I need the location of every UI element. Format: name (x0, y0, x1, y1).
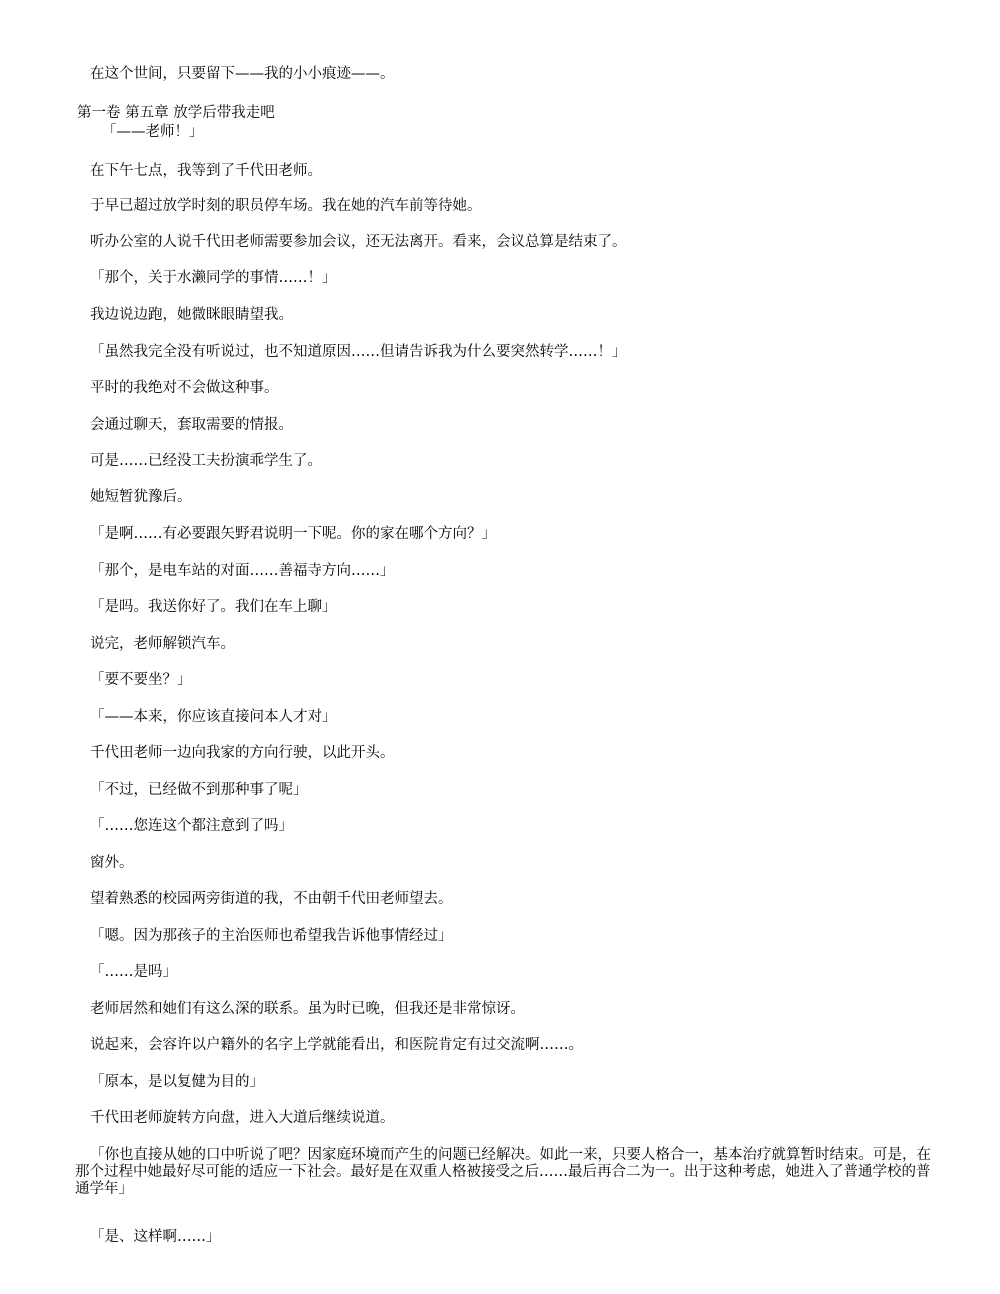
chapter-title: 第一卷 第五章 放学后带我走吧 (77, 105, 275, 121)
paragraph: 「嗯。因为那孩子的主治医师也希望我告诉他事情经过」 (90, 928, 453, 944)
paragraph: 平时的我绝对不会做这种事。 (90, 380, 279, 396)
paragraph: 「那个，是电车站的对面……善福寺方向……」 (90, 563, 395, 579)
paragraph: 说完，老师解锁汽车。 (90, 636, 235, 652)
paragraph: 听办公室的人说千代田老师需要参加会议，还无法离开。看来，会议总算是结束了。 (90, 234, 627, 250)
paragraph: 「原本，是以复健为目的」 (90, 1074, 264, 1090)
paragraph: 「那个，关于水濑同学的事情……！」 (90, 270, 337, 286)
paragraph-multiline: 「你也直接从她的口中听说了吧？因家庭环境而产生的问题已经解决。如此一来，只要人格合一，基本治疗就算暂时结束。可是，在那个过程中她最好尽可能的适应一下社会。最好是在双重人格被接受之后……最后再合二为一。出于这种考虑，她进入了普通学校的普通学年」 (75, 1147, 931, 1197)
paragraph: 老师居然和她们有这么深的联系。虽为时已晚，但我还是非常惊讶。 (90, 1001, 525, 1017)
paragraph: 「——本来，你应该直接问本人才对」 (90, 709, 337, 725)
paragraph: 我边说边跑，她微眯眼睛望我。 (90, 307, 293, 323)
paragraph: 「不过，已经做不到那种事了呢」 (90, 782, 308, 798)
paragraph: 会通过聊天，套取需要的情报。 (90, 417, 293, 433)
paragraph: 「虽然我完全没有听说过，也不知道原因……但请告诉我为什么要突然转学……！」 (90, 344, 627, 360)
paragraph: 「——老师！」 (102, 124, 204, 140)
paragraph: 在下午七点，我等到了千代田老师。 (90, 163, 322, 179)
paragraph: 于早已超过放学时刻的职员停车场。我在她的汽车前等待她。 (90, 198, 482, 214)
paragraph: 她短暂犹豫后。 (90, 489, 192, 505)
paragraph: 可是……已经没工夫扮演乖学生了。 (90, 453, 322, 469)
paragraph: 「是啊……有必要跟矢野君说明一下呢。你的家在哪个方向？」 (90, 526, 496, 542)
paragraph: 说起来，会容许以户籍外的名字上学就能看出，和医院肯定有过交流啊……。 (90, 1037, 583, 1053)
paragraph: 窗外。 (90, 855, 134, 871)
paragraph: 望着熟悉的校园两旁街道的我，不由朝千代田老师望去。 (90, 891, 453, 907)
paragraph: 「是、这样啊……」 (90, 1229, 221, 1245)
paragraph: 千代田老师一边向我家的方向行驶，以此开头。 (90, 745, 395, 761)
paragraph: 「……是吗」 (90, 964, 177, 980)
paragraph: 「……您连这个都注意到了吗」 (90, 818, 293, 834)
paragraph: 「是吗。我送你好了。我们在车上聊」 (90, 599, 337, 615)
paragraph: 千代田老师旋转方向盘，进入大道后继续说道。 (90, 1110, 395, 1126)
paragraph: 「要不要坐？」 (90, 672, 192, 688)
intro-line: 在这个世间，只要留下——我的小小痕迹——。 (90, 66, 395, 82)
